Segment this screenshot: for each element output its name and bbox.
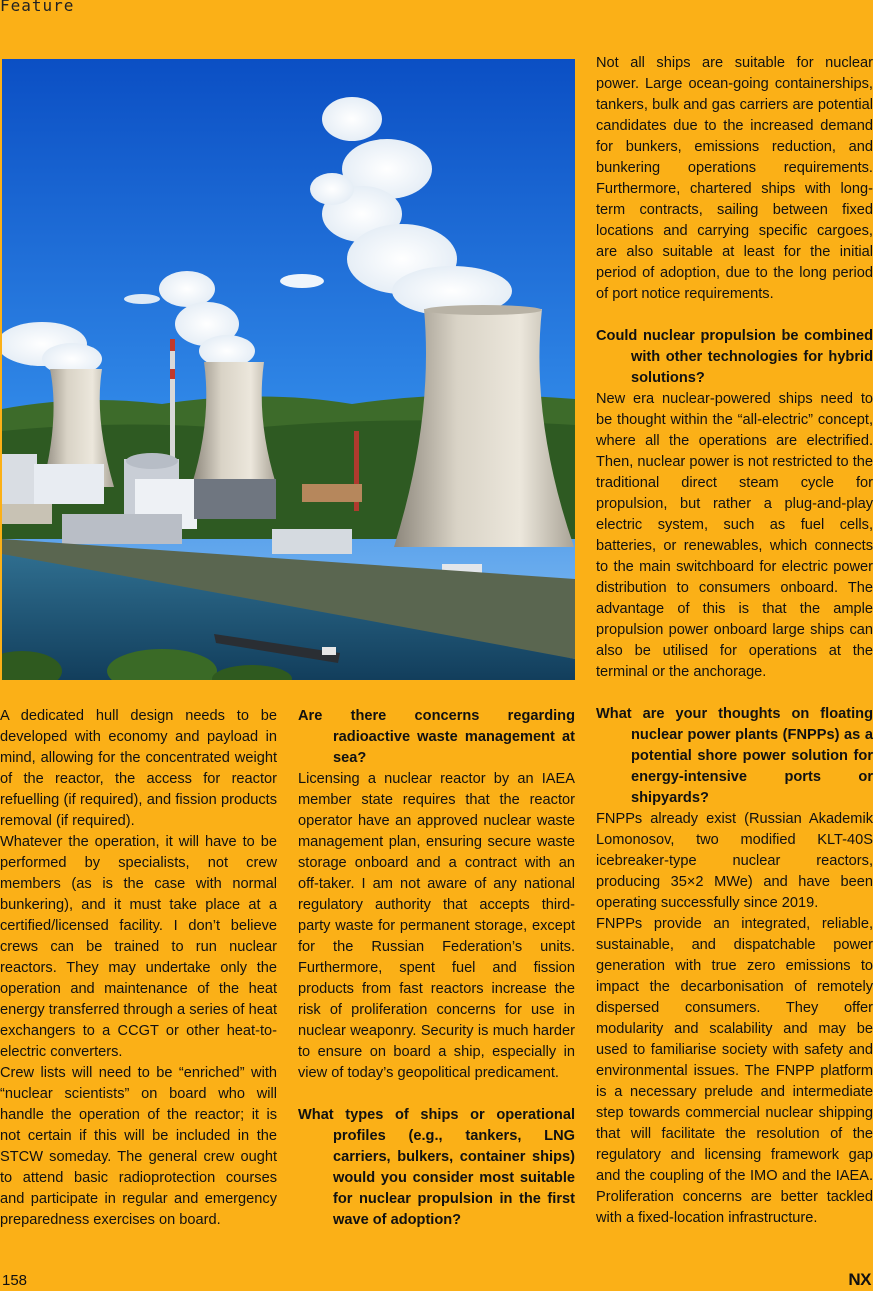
paragraph: FNPPs provide an integrated, reliable, sustainable, and dispatchable power generation with true zero emissions to impact the decarbonisation of remotely dispersed consumers. They offer modularity and scalability and may be used to familiarise society with safety and environmental issues. The FNPP platform is a necessary prelude and intermediate step towards commercial nuclear shipping that will facilitate the resolution of the regulatory and licensing framework gap and the coupling of the IMO and the IAEA. Proliferation concerns are better tackled with a fixed-location infrastructure. — [596, 916, 873, 1226]
paragraph: Not all ships are suitable for nuclear power. Large ocean-going containerships, tankers, bulk and gas carriers are potential candidates due to the increased demand for bunkers, emissions reduction, and bunkering operations requirements. Furthermore, chartered ships with long-term contracts, sailing between fixed locations and carrying specific cargoes, are also suitable at least for the initial period of adoption, due to the long period of port notice requirements. — [596, 55, 873, 302]
paragraph: Licensing a nuclear reactor by an IAEA member state requires that the reactor operator have an approved nuclear waste management plan, ensuring secure waste storage onboard and a contract with an off-taker. I am not aware of any national regulatory authority that accepts third-party waste for permanent storage, except for the Russian Federation’s units. Furthermore, spent fuel and fission products from fast reactors increase the risk of proliferation concerns for use in nuclear weaponry. Security is much harder to ensure on board a ship, especially in view of today’s geopolitical predicament. — [298, 771, 575, 1081]
nuclear-plant-photo — [2, 59, 575, 680]
paragraph: Whatever the operation, it will have to be performed by specialists, not crew members (as is the case with normal bunkering), and it must take place at a certified/licensed facility. I don’t believe crews can be trained to run nuclear reactors. They may undertake only the operation and maintenance of the heat energy transferred through a series of heat exchangers to a CCGT or other heat-to-electric converters. — [0, 834, 277, 1060]
paragraph: A dedicated hull design needs to be developed with economy and payload in mind, allowing for the concentrated weight of the reactor, the access for reactor refuelling (if required), and fission products removal (if required). — [0, 708, 277, 829]
section-label: Feature — [0, 0, 75, 15]
interview-question: What types of ships or operational profiles (e.g., tankers, LNG carriers, bulkers, container ships) would you consider most suitable for nuclear propulsion in the first wave of adoption? — [298, 1107, 575, 1228]
interview-question: What are your thoughts on floating nuclear power plants (FNPPs) as a potential shore power solution for energy-intensive ports or shipyards? — [596, 706, 873, 806]
brand-logo: NX — [848, 1270, 871, 1289]
page-number: 158 — [2, 1272, 28, 1289]
spacer — [596, 305, 873, 326]
interview-question: Could nuclear propulsion be combined with other technologies for hybrid solutions? — [596, 328, 873, 386]
paragraph: Crew lists will need to be “enriched” with “nuclear scientists” on board who will handle the operation of the reactor; it is not certain if this will be included in the STCW someday. The general crew ought to attend basic radioprotection courses and participate in regular and emergency preparedness exercises on board. — [0, 1065, 277, 1228]
interview-question: Are there concerns regarding radioactive waste management at sea? — [298, 708, 575, 766]
paragraph: FNPPs already exist (Russian Akademik Lomonosov, two modified KLT-40S icebreaker-type nuclear reactors, producing 35×2 MWe) and have been operating successfully since 2019. — [596, 811, 873, 911]
column-2 — [298, 706, 575, 1231]
paragraph: New era nuclear-powered ships need to be thought within the “all-electric” concept, where all the operations are electrified. Then, nuclear power is not restricted to the traditional direct steam cycle for propulsion, but rather a plug-and-play electric system, such as fuel cells, batteries, or renewables, which connects to the main switchboard for electric power distribution to consumers onboard. The advantage of this is that the ample propulsion power onboard large ships can also be utilised for operations at the terminal or the anchorage. — [596, 391, 873, 680]
spacer — [298, 1084, 575, 1105]
column-1 — [0, 706, 277, 1231]
column-3 — [596, 53, 873, 1229]
spacer — [596, 683, 873, 704]
